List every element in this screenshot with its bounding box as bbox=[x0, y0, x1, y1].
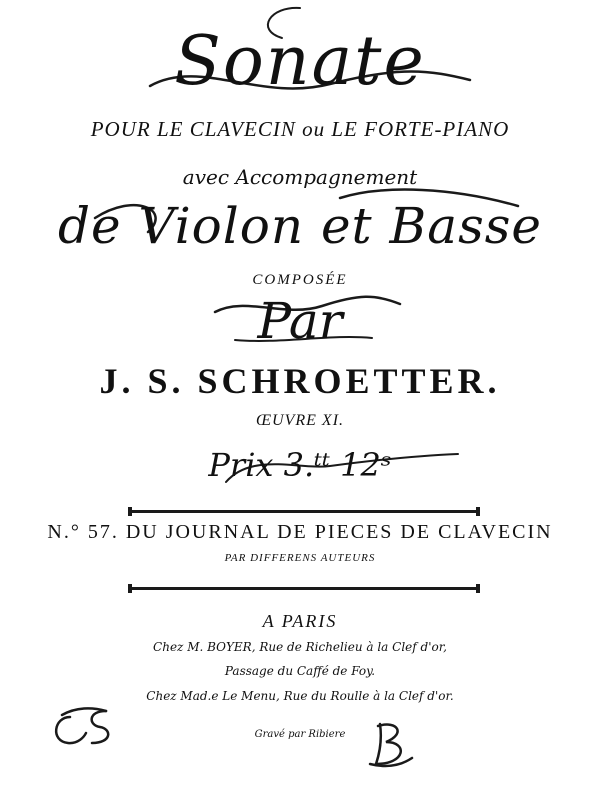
handwritten-initials-signature bbox=[48, 703, 124, 751]
publisher-address-2: Passage du Caffé de Foy. bbox=[224, 664, 376, 678]
instruments-line: de Violon et Basse bbox=[57, 197, 543, 255]
divider-rule-top bbox=[128, 510, 480, 513]
accompaniment-line: avec Accompagnement bbox=[182, 165, 418, 189]
publisher-address-3: Chez Mad.e Le Menu, Rue du Roulle à la Clef d'or. bbox=[146, 689, 454, 703]
journal-authors-line: PAR DIFFERENS AUTEURS bbox=[224, 552, 376, 564]
handwritten-b-monogram bbox=[366, 718, 416, 770]
engraver-credit: Gravé par Ribiere bbox=[254, 729, 346, 740]
journal-number-line: N.° 57. DU JOURNAL DE PIECES DE CLAVECIN bbox=[47, 521, 553, 543]
instrument-line: POUR LE CLAVECIN ou LE FORTE-PIANO bbox=[90, 117, 510, 141]
publisher-address-1: Chez M. BOYER, Rue de Richelieu à la Clef d'or, bbox=[153, 640, 447, 654]
divider-rule-bottom bbox=[128, 587, 480, 590]
publisher-city: A PARIS bbox=[262, 611, 338, 631]
composed-label: COMPOSÉE bbox=[252, 272, 348, 288]
price: Prix 3.ᵗᵗ 12ˢ bbox=[208, 446, 392, 484]
composer-name: J. S. SCHROETTER. bbox=[99, 361, 501, 401]
title-sonate: Sonate bbox=[174, 22, 426, 101]
par-label: Par bbox=[257, 292, 343, 350]
opus-number: ŒUVRE XI. bbox=[255, 412, 345, 429]
